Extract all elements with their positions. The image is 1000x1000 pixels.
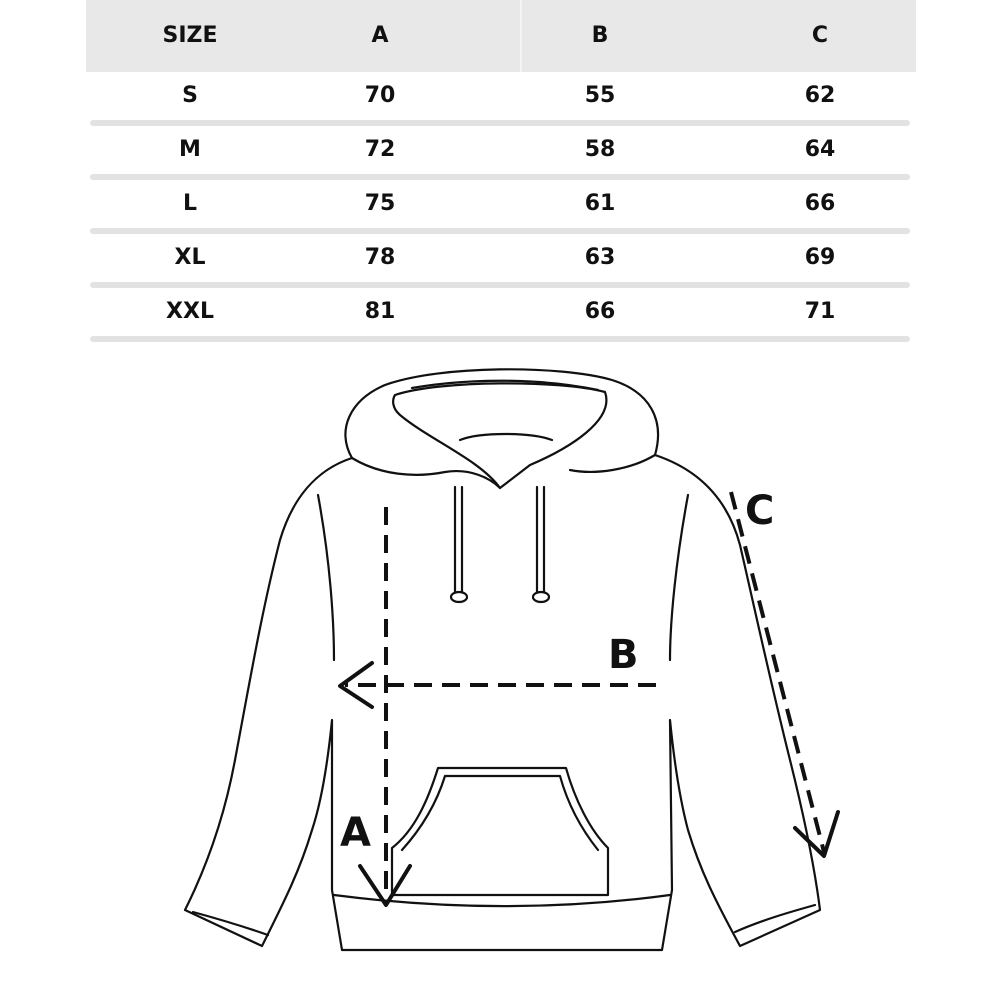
right-sleeve-seam (670, 495, 688, 660)
hood-outline (345, 369, 658, 472)
size-cell: XXL (166, 299, 214, 324)
header-c: C (811, 23, 829, 48)
c-cell: 69 (804, 245, 836, 270)
measure-a-label: A (340, 810, 371, 856)
b-cell: 55 (584, 83, 616, 108)
kangaroo-pocket (392, 768, 608, 895)
drawstring-right (537, 487, 544, 592)
size-cell: L (182, 191, 198, 216)
size-cell: S (182, 83, 198, 108)
hood-inner-rim (393, 383, 606, 488)
a-cell: 78 (364, 245, 396, 270)
left-sleeve-seam (318, 495, 334, 660)
b-cell: 61 (584, 191, 616, 216)
header-b: B (591, 23, 609, 48)
hoodie-body-outline (185, 455, 820, 950)
a-cell: 75 (364, 191, 396, 216)
b-cell: 63 (584, 245, 616, 270)
a-cell: 72 (364, 137, 396, 162)
c-cell: 66 (804, 191, 836, 216)
hood-left-lapel (352, 458, 500, 488)
a-cell: 70 (364, 83, 396, 108)
measure-c-label: C (745, 488, 775, 534)
header-size: SIZE (162, 23, 218, 48)
c-cell: 62 (804, 83, 836, 108)
measure-c-line (731, 492, 824, 852)
c-cell: 64 (804, 137, 836, 162)
size-cell: M (179, 137, 201, 162)
c-cell: 71 (804, 299, 836, 324)
b-cell: 58 (584, 137, 616, 162)
header-a: A (371, 23, 389, 48)
neckline (460, 434, 552, 440)
drawstring-right-tip (533, 592, 549, 602)
a-cell: 81 (364, 299, 396, 324)
drawstring-left (455, 487, 462, 592)
drawstring-left-tip (451, 592, 467, 602)
b-cell: 66 (584, 299, 616, 324)
measure-b-label: B (608, 632, 639, 678)
size-cell: XL (174, 245, 206, 270)
